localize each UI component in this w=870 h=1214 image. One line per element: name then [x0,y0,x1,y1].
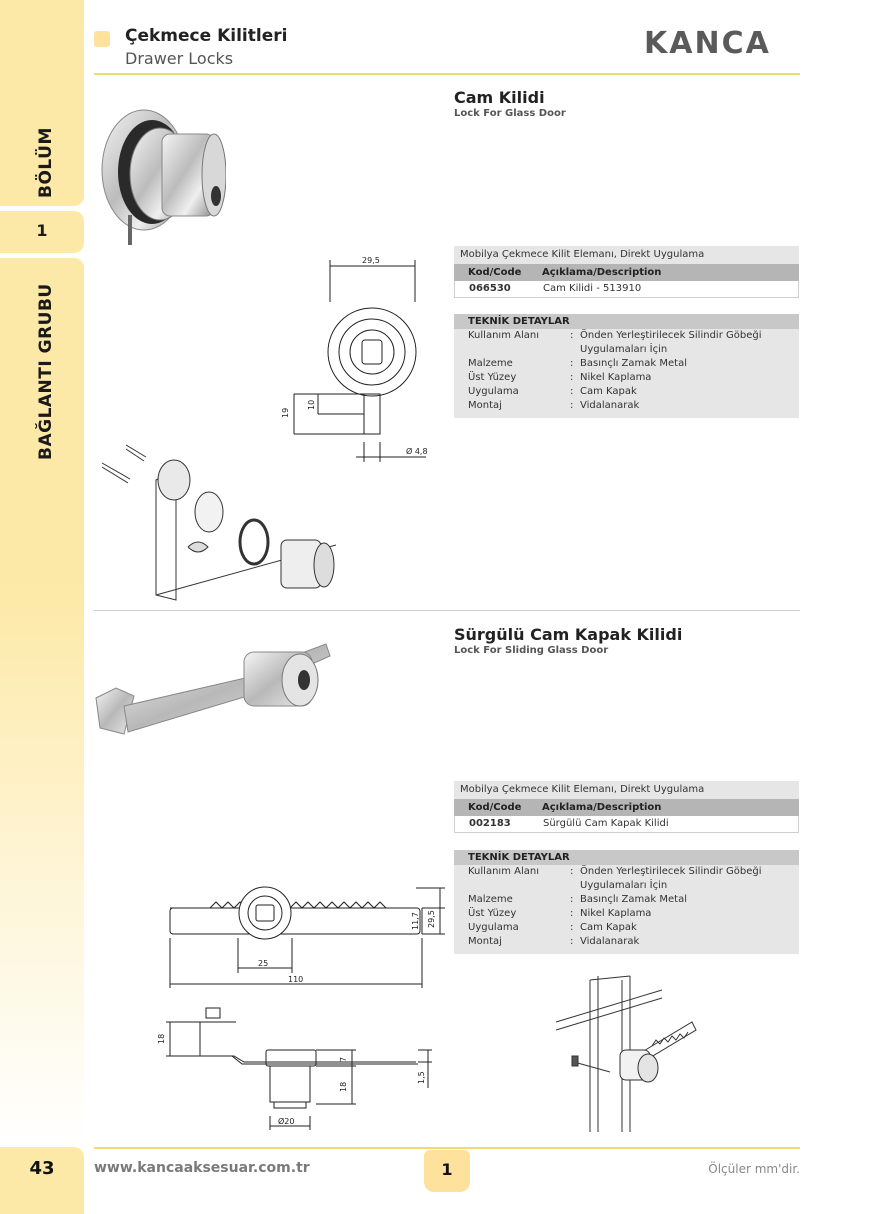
tech-row: Uygulama : Cam Kapak [468,386,637,397]
page-subtitle: Drawer Locks [125,49,234,68]
product1-photo [96,100,226,250]
dim-w110-label: 110 [288,975,304,984]
product1-code-table [454,246,799,298]
brand-logo: KANCA [644,26,771,61]
page-title: Çekmece Kilitleri [125,26,288,46]
product2-subtitle: Lock For Sliding Glass Door [454,645,609,656]
col-code-header: Kod/Code [468,267,522,278]
dim-h7-label: 7 [339,1056,348,1062]
product2-title: Sürgülü Cam Kapak Kilidi [454,625,683,644]
footer-divider [94,1147,800,1149]
table-caption: Mobilya Çekmece Kilit Elemanı, Direkt Uygulama [454,246,799,264]
tech-row: Malzeme : Basınçlı Zamak Metal [468,358,687,369]
product1-exploded-view [96,435,366,605]
dim-h295-label: 29,5 [427,910,436,928]
col-desc-header: Açıklama/Description [542,802,662,813]
chapter-number: 1 [441,1160,453,1179]
product2-tech-details [454,850,799,954]
dim-width-label: 29,5 [362,256,380,265]
col-code-header: Kod/Code [468,802,522,813]
table-row [454,281,799,298]
row-code: 002183 [469,818,511,829]
tech-heading: TEKNİK DETAYLAR [454,314,799,329]
tech-row: Montaj : Vidalanarak [468,400,640,411]
product2-side-view-drawing [156,1004,436,1136]
product1-title: Cam Kilidi [454,88,545,107]
dim-dia20-label: Ø20 [278,1117,295,1126]
tech-row: Üst Yüzey : Nikel Kaplama [468,908,652,919]
section-divider [94,610,800,611]
tech-row: Uygulamaları İçin [580,344,668,355]
page-number: 43 [29,1158,55,1179]
table-caption: Mobilya Çekmece Kilit Elemanı, Direkt Uygulama [454,781,799,799]
product2-installation-sketch [552,972,702,1138]
tech-row: Malzeme : Basınçlı Zamak Metal [468,894,687,905]
header-divider [94,73,800,75]
product2-top-view-drawing [160,878,450,990]
tech-row: Montaj : Vidalanarak [468,936,640,947]
product1-tech-details [454,314,799,418]
table-header [454,799,799,816]
tech-heading: TEKNİK DETAYLAR [454,850,799,865]
sidebar-section-number: 1 [36,221,48,240]
product2-code-table [454,781,799,833]
tech-row: Kullanım Alanı : Önden Yerleştirilecek Silindir Göbeği [468,330,762,341]
dim-h18a-label: 18 [157,1033,166,1044]
dim-dia-label: Ø 4,8 [406,447,428,456]
row-code: 066530 [469,283,511,294]
sidebar [0,0,84,1147]
table-header [454,264,799,281]
tech-row: Kullanım Alanı : Önden Yerleştirilecek Silindir Göbeği [468,866,762,877]
dim-w25-label: 25 [258,959,269,968]
product2-photo [94,636,334,746]
dim-h117-label: 11,7 [411,912,420,930]
dim-h19-label: 19 [281,407,290,418]
row-desc: Sürgülü Cam Kapak Kilidi [543,818,669,829]
units-note: Ölçüler mm'dir. [708,1162,800,1176]
sidebar-group-label: BAĞLANTI GRUBU [36,283,56,460]
dim-h15-label: 1,5 [417,1071,426,1084]
header-marker [94,31,110,47]
dim-h10-label: 10 [307,399,316,410]
col-desc-header: Açıklama/Description [542,267,662,278]
product1-subtitle: Lock For Glass Door [454,108,566,119]
sidebar-fade [0,588,84,1148]
tech-row: Uygulama : Cam Kapak [468,922,637,933]
tech-row: Üst Yüzey : Nikel Kaplama [468,372,652,383]
tech-row: Uygulamaları İçin [580,880,668,891]
table-row [454,816,799,833]
dim-h18b-label: 18 [339,1081,348,1092]
row-desc: Cam Kilidi - 513910 [543,283,642,294]
sidebar-section-label: BÖLÜM [36,127,56,198]
footer-website-link[interactable]: www.kancaaksesuar.com.tr [94,1160,310,1176]
